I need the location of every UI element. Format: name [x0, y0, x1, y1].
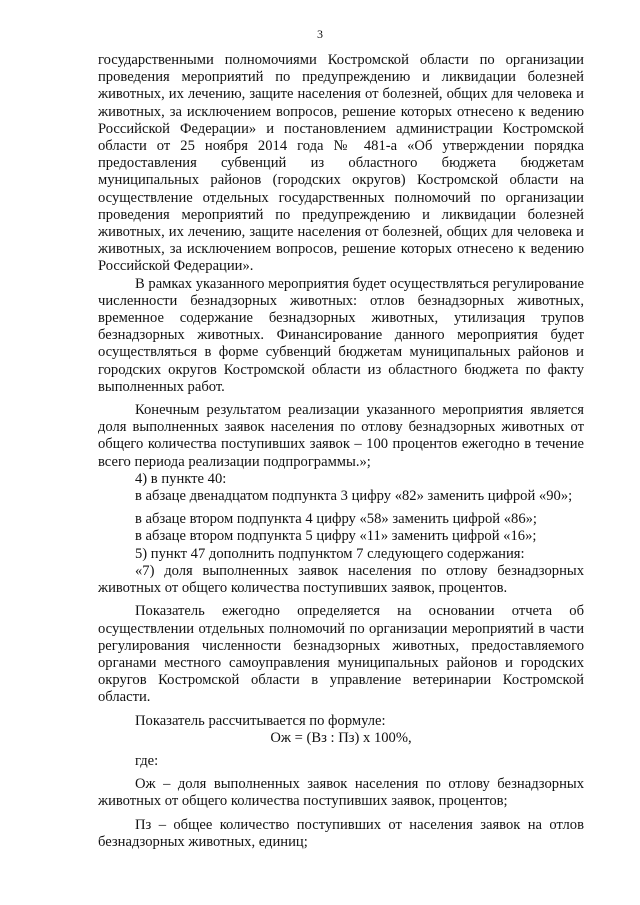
paragraph-amendment-2: в абзаце втором подпункта 4 цифру «58» заменить цифрой «86»;: [135, 511, 537, 528]
paragraph-final-result: Конечным результатом реализации указанного мероприятия является доля выполненных заявок населения по отлову безнадзорных животных от общего количества поступивших заявок – 100 процентов ежегодно в течение всего периода реализации подпрограммы.»;: [98, 402, 584, 470]
paragraph-amendment-3: в абзаце втором подпункта 5 цифру «11» заменить цифрой «16»;: [135, 528, 537, 545]
formula: Ож = (Вз : Пз) х 100%,: [270, 729, 412, 746]
page-number: 3: [317, 27, 323, 41]
paragraph-measure-description: В рамках указанного мероприятия будет осуществляться регулирование численности безнадзорных животных: отлов безнадзорных животных, временное содержание безнадзорных животных, утилизация трупов безнадзорных животных. Финансирование данного мероприятия будет осуществляться в форме субвенций бюджетам муниципальных районов и городских округов Костромской области из областного бюджета по факту выполненных работ.: [98, 275, 584, 395]
paragraph-item-5: 5) пункт 47 дополнить подпунктом 7 следующего содержания:: [135, 545, 525, 562]
paragraph-indicator-source: Показатель ежегодно определяется на основании отчета об осуществлении отдельных полномочий по организации мероприятий в части регулирования численности безнадзорных животных, предоставляемого органами местного самоуправления муниципальных районов и городских округов Костромской области в управление ветеринарии Костромской области.: [98, 603, 584, 706]
paragraph-definition-pz: Пз – общее количество поступивших от населения заявок на отлов безнадзорных животных, единиц;: [98, 816, 584, 850]
paragraph-item-4: 4) в пункте 40:: [135, 470, 227, 487]
paragraph-formula-intro: Показатель рассчитывается по формуле:: [135, 712, 386, 729]
paragraph-amendment-1: в абзаце двенадцатом подпункта 3 цифру «82» заменить цифрой «90»;: [135, 488, 573, 505]
paragraph-where: где:: [135, 752, 159, 769]
paragraph-definition-oj: Ож – доля выполненных заявок населения по отлову безнадзорных животных от общего количества поступивших заявок, процентов;: [98, 776, 584, 810]
paragraph-continuation: государственными полномочиями Костромской области по организации проведения мероприятий по предупреждению и ликвидации болезней животных, их лечению, защите населения от болезней, общих для человека и животных, за исключением вопросов, решение которых отнесено к ведению Российской Федерации» и постановлением администрации Костромской области от 25 ноября 2014 года № 481-а «Об утверждении порядка предоставления субвенций из областного бюджета бюджетам муниципальных районов (городских округов) Костромской области на осуществление отдельных государственных полномочий по организации проведения мероприятий по предупреждению и ликвидации болезней животных, их лечению, защите населения от болезней, общих для человека и животных, за исключением вопросов, решение которых отнесено к ведению Российской Федерации».: [98, 52, 584, 275]
paragraph-subitem-7: «7) доля выполненных заявок населения по отлову безнадзорных животных от общего количества поступивших заявок, процентов.: [98, 562, 584, 597]
document-body: [98, 52, 584, 851]
